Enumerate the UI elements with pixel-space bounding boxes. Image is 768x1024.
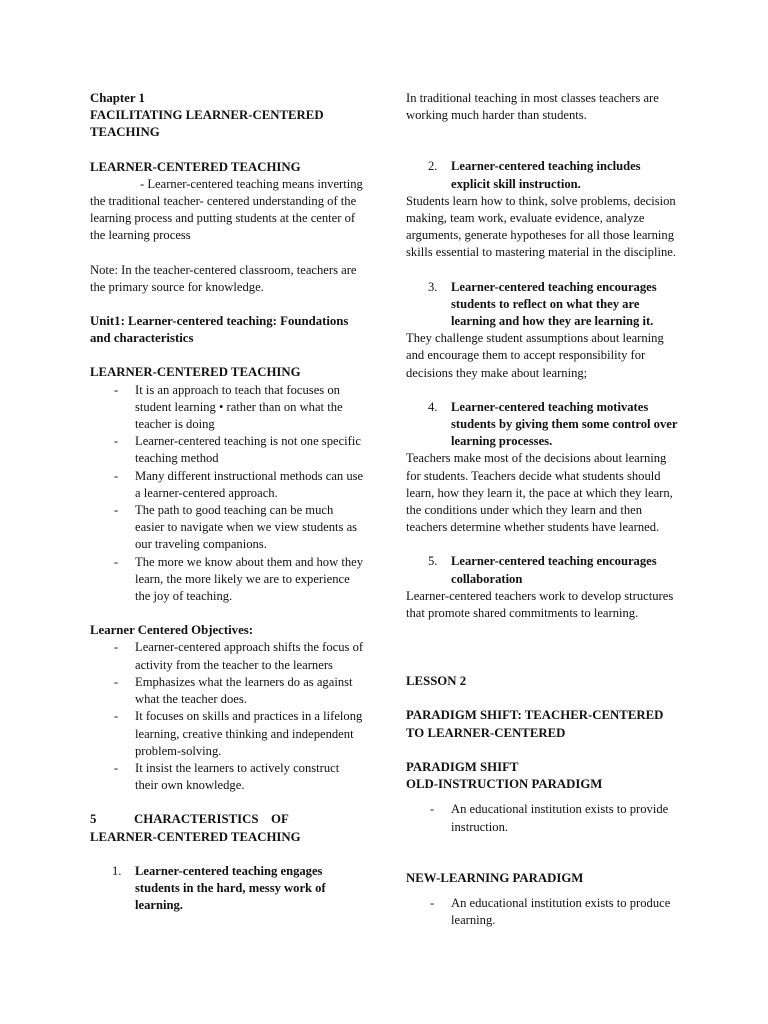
characteristics-count: 5 — [90, 812, 97, 827]
lesson-title: PARADIGM SHIFT: TEACHER-CENTERED TO LEARNER-CENTERED — [406, 708, 664, 740]
characteristic-item-4: 4. Learner-centered teaching motivates students by giving them some control over learning processes. — [428, 399, 678, 449]
definition-paragraph: - Learner-centered teaching means inverting the traditional teacher- centered understanding of the learning process and putting students at the center of the learning process — [90, 176, 363, 243]
new-paradigm-list — [406, 895, 681, 929]
chapter-title: FACILITATING LEARNER-CENTERED TEACHING — [90, 108, 324, 140]
list-item: - It insist the learners to actively construct their own knowledge. — [90, 760, 365, 794]
characteristic-1-text: In traditional teaching in most classes teachers are working much harder than students. — [406, 91, 659, 123]
characteristic-item-3: 3. Learner-centered teaching encourages students to reflect on what they are learning and how they are learning it. — [428, 279, 657, 329]
characteristics-heading: 5 CHARACTERISTICS OF — [90, 811, 365, 828]
objectives-list — [90, 639, 365, 794]
characteristic-3-text: They challenge student assumptions about learning and encourage them to accept responsibility for decisions they make about learning; — [406, 331, 664, 380]
list-item: - The more we know about them and how they learn, the more likely we are to experience the joy of teaching. — [90, 554, 365, 606]
objectives-heading: Learner Centered Objectives: — [90, 623, 253, 638]
characteristic-5-text: Learner-centered teachers work to develop structures that promote shared commitments to learning. — [406, 588, 674, 621]
old-paradigm-list — [406, 801, 681, 835]
characteristics-heading-line2: LEARNER-CENTERED TEACHING — [90, 829, 301, 844]
right-column — [406, 90, 681, 929]
new-paradigm-heading: NEW-LEARNING PARADIGM — [406, 870, 584, 885]
characteristic-4-text: Teachers make most of the decisions about learning for students. Teachers decide what students should learn, how they learn it, the pace at which they learn, the conditions under which they learn and then teachers determine whether students have learned. — [406, 451, 673, 535]
left-column — [90, 90, 365, 914]
characteristic-item-5: 5. Learner-centered teaching encourages collaboration — [428, 554, 657, 586]
section-heading: LEARNER-CENTERED TEACHING — [90, 159, 301, 174]
list-item: - The path to good teaching can be much easier to navigate when we view students as our traveling companions. — [90, 502, 365, 554]
unit-heading: Unit1: Learner-centered teaching: Foundations and characteristics — [90, 314, 349, 346]
old-paradigm-heading: OLD-INSTRUCTION PARADIGM — [406, 777, 603, 792]
list-item: - It focuses on skills and practices in a lifelong learning, creative thinking and independent problem-solving. — [90, 708, 365, 760]
list-item: - Many different instructional methods can use a learner-centered approach. — [90, 468, 365, 502]
list-item: - Learner-centered teaching is not one specific teaching method — [90, 433, 365, 467]
characteristic-item-2: 2. Learner-centered teaching includes explicit skill instruction. — [428, 159, 641, 191]
list-item: - An educational institution exists to produce learning. — [406, 895, 681, 929]
list-item: - Learner-centered approach shifts the focus of activity from the teacher to the learners — [90, 639, 365, 673]
characteristic-item-1: 1. Learner-centered teaching engages students in the hard, messy work of learning. — [112, 863, 326, 913]
lesson-label: LESSON 2 — [406, 674, 467, 689]
chapter-label: Chapter 1 — [90, 91, 145, 105]
paradigm-shift-heading: PARADIGM SHIFT — [406, 759, 519, 774]
list-item: - An educational institution exists to provide instruction. — [406, 801, 681, 835]
list-item: - Emphasizes what the learners do as against what the teacher does. — [90, 674, 365, 708]
section-heading: LEARNER-CENTERED TEACHING — [90, 365, 301, 380]
characteristic-2-text: Students learn how to think, solve problems, decision making, team work, evaluate evidence, analyze arguments, generate hypotheses for all those learning skills essential to mastering material in the discipline. — [406, 193, 677, 260]
note-paragraph: Note: In the teacher-centered classroom, teachers are the primary source for knowledge. — [90, 262, 357, 294]
section-list — [90, 382, 365, 606]
list-item: - It is an approach to teach that focuses on student learning • rather than on what the teacher is doing — [90, 382, 365, 434]
